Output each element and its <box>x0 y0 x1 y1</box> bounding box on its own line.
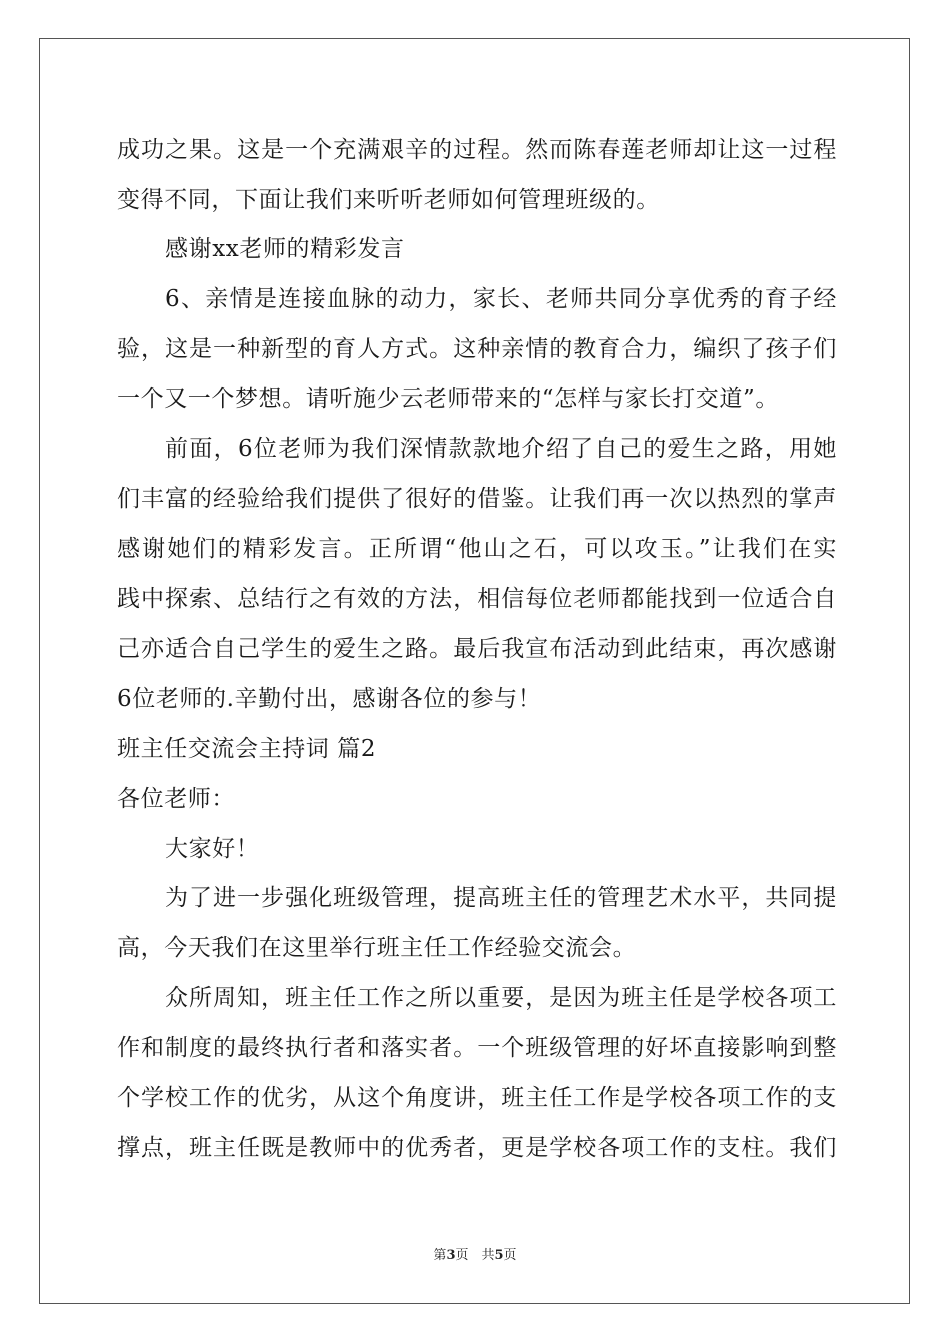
total-page-number: 5 <box>494 1248 504 1263</box>
current-page-number: 3 <box>446 1248 456 1263</box>
text-line: 感谢xx老师的精彩发言 <box>165 236 405 262</box>
page-footer <box>0 1248 950 1264</box>
text-line: 撑点，班主任既是教师中的优秀者，更是学校各项工作的支柱。我们 <box>117 1135 837 1161</box>
greeting: 大家好！ <box>165 836 260 862</box>
text-line: 变得不同，下面让我们来听听老师如何管理班级的。 <box>117 187 660 213</box>
text-line: 作和制度的最终执行者和落实者。一个班级管理的好坏直接影响到整 <box>117 1035 837 1061</box>
text-line: 感谢她们的精彩发言。正所谓“他山之石，可以攻玉。”让我们在实 <box>117 536 837 562</box>
text-line: 众所周知，班主任工作之所以重要，是因为班主任是学校各项工 <box>165 985 837 1011</box>
text-line: 前面，6位老师为我们深情款款地介绍了自己的爱生之路，用她 <box>165 436 837 462</box>
text-line: 成功之果。这是一个充满艰辛的过程。然而陈春莲老师却让这一过程 <box>117 137 837 163</box>
page-mid: 页 共 <box>455 1248 495 1263</box>
page-border <box>39 38 910 1304</box>
salutation: 各位老师： <box>117 786 235 812</box>
page-suffix: 页 <box>503 1248 517 1263</box>
text-line: 验，这是一种新型的育人方式。这种亲情的教育合力，编织了孩子们 <box>117 336 837 362</box>
text-line: 践中探索、总结行之有效的方法，相信每位老师都能找到一位适合自 <box>117 586 837 612</box>
text-line: 个学校工作的优劣，从这个角度讲，班主任工作是学校各项工作的支 <box>117 1085 837 1111</box>
text-line: 高，今天我们在这里举行班主任工作经验交流会。 <box>117 935 637 961</box>
page-prefix: 第 <box>433 1248 447 1263</box>
text-line: 6位老师的.辛勤付出，感谢各位的参与！ <box>117 686 542 712</box>
text-line: 为了进一步强化班级管理，提高班主任的管理艺术水平，共同提 <box>165 885 837 911</box>
text-line: 们丰富的经验给我们提供了很好的借鉴。让我们再一次以热烈的掌声 <box>117 486 837 512</box>
text-line: 6、亲情是连接血脉的动力，家长、老师共同分享优秀的育子经 <box>165 286 837 312</box>
section-heading: 班主任交流会主持词 篇2 <box>117 736 377 762</box>
text-line: 一个又一个梦想。请听施少云老师带来的“怎样与家长打交道”。 <box>117 386 779 412</box>
text-line: 己亦适合自己学生的爱生之路。最后我宣布活动到此结束，再次感谢 <box>117 636 837 662</box>
